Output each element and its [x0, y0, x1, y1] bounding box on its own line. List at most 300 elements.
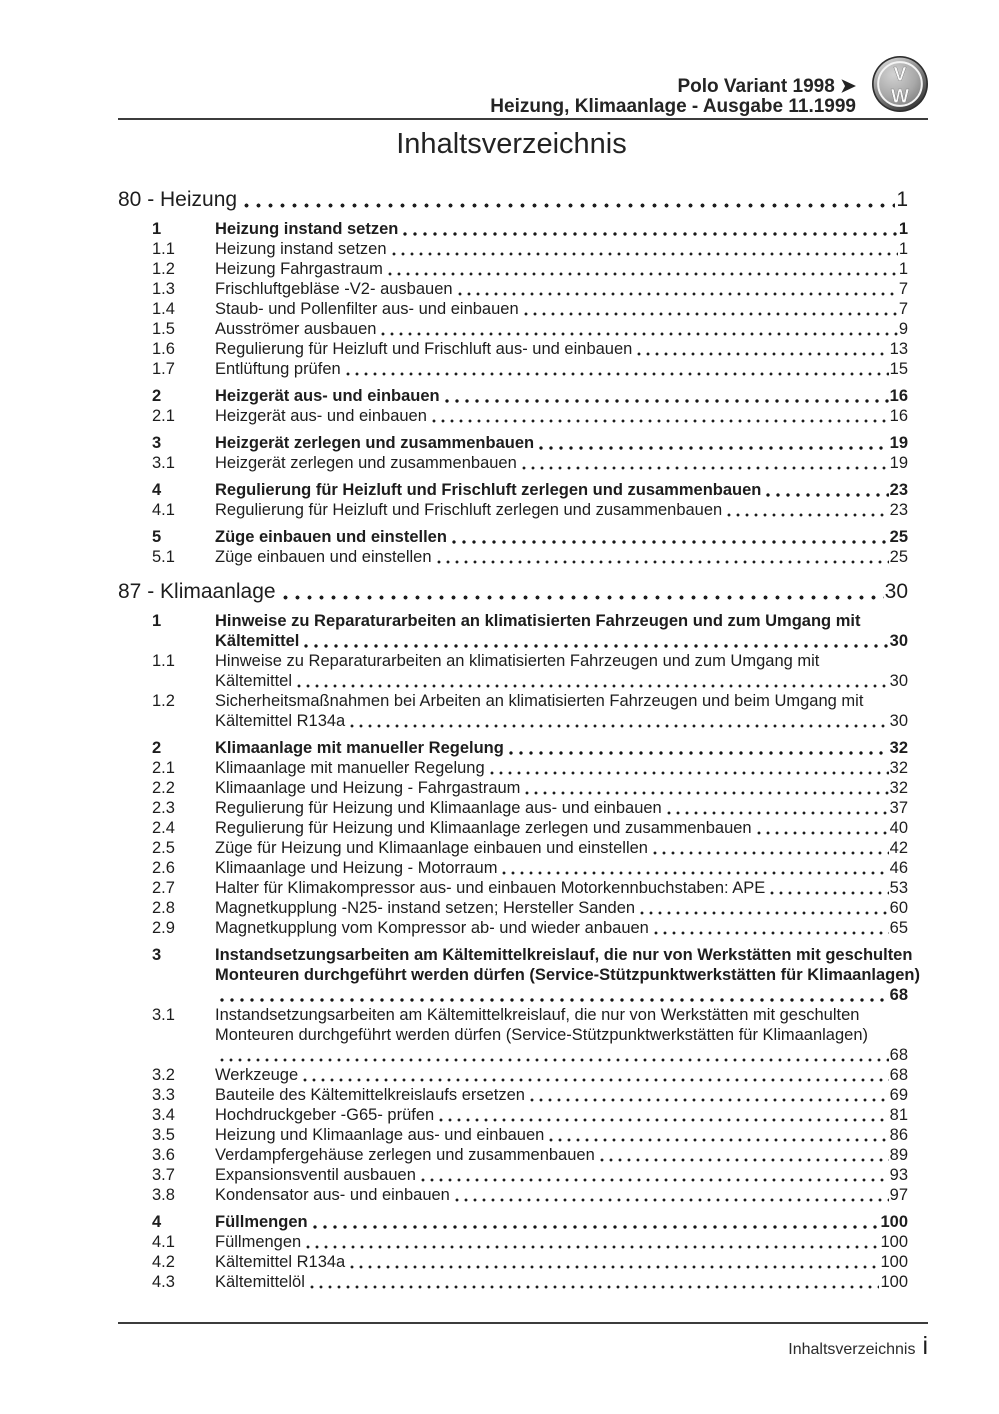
entry-number: 5.1 — [152, 548, 175, 566]
toc-entry — [118, 433, 908, 453]
entry-number: 2.2 — [152, 779, 175, 797]
entry-page-number: 1 — [898, 260, 908, 278]
entry-last-line — [215, 433, 908, 453]
entry-number: 1.4 — [152, 300, 175, 318]
entry-last-line — [215, 299, 908, 319]
entry-title: Klimaanlage mit manueller Regelung — [215, 759, 485, 777]
dot-leader — [437, 560, 889, 564]
entry-page-number: 69 — [889, 1086, 908, 1104]
entry-number: 1.5 — [152, 320, 175, 338]
entry-last-line — [215, 878, 908, 898]
entry-page-number: 53 — [889, 879, 908, 897]
entry-number: 1.7 — [152, 360, 175, 378]
entry-body — [215, 1125, 908, 1145]
entry-page-number: 16 — [889, 387, 908, 405]
entry-title: Heizgerät aus- und einbauen — [215, 407, 427, 425]
entry-body — [215, 1272, 908, 1292]
dot-leader — [346, 372, 889, 376]
entry-number: 2.4 — [152, 819, 175, 837]
chapter-label: 80 - Heizung — [118, 188, 238, 211]
entry-page-number: 93 — [889, 1166, 908, 1184]
toc-entry — [118, 453, 908, 473]
entry-body — [215, 453, 908, 473]
entry-page-number: 30 — [889, 712, 908, 730]
dot-leader — [220, 1058, 889, 1062]
entry-title: Kondensator aus- und einbauen — [215, 1186, 450, 1204]
entry-page-number: 25 — [889, 548, 908, 566]
entry-number: 1.2 — [152, 260, 175, 278]
entry-number: 3.1 — [152, 454, 175, 472]
toc-entry — [118, 279, 908, 299]
toc-entry — [118, 651, 908, 691]
dot-leader — [524, 312, 898, 316]
entry-last-line — [215, 480, 908, 500]
toc — [118, 188, 920, 1292]
toc-entry — [118, 818, 908, 838]
dot-leader — [757, 831, 889, 835]
entry-title: Heizung Fahrgastraum — [215, 260, 383, 278]
entry-last-line — [215, 259, 908, 279]
entry-body — [215, 1232, 908, 1252]
entry-page-number: 46 — [889, 859, 908, 877]
dot-leader — [539, 446, 889, 450]
entry-number: 2.1 — [152, 759, 175, 777]
entry-title: Regulierung für Heizluft und Frischluft aus- und einbauen — [215, 340, 633, 358]
entry-title: Regulierung für Heizluft und Frischluft zerlegen und zusammenbauen — [215, 501, 723, 519]
dot-leader — [432, 419, 889, 423]
entry-title: Züge einbauen und einstellen — [215, 548, 432, 566]
page-header — [118, 56, 928, 120]
dot-leader — [766, 493, 888, 497]
dot-leader — [509, 751, 889, 755]
toc-entry — [118, 858, 908, 878]
entry-number: 4 — [152, 481, 162, 499]
toc-entry — [118, 1125, 908, 1145]
dot-leader — [244, 203, 895, 208]
toc-entry — [118, 339, 908, 359]
entry-page-number: 25 — [889, 528, 908, 546]
dot-leader — [439, 1118, 888, 1122]
entry-number: 3.2 — [152, 1066, 175, 1084]
entry-body — [215, 1145, 908, 1165]
entry-title: Halter für Klimakompressor aus- und einbauen Motorkennbuchstaben: APE — [215, 879, 766, 897]
toc-entry — [118, 259, 908, 279]
page-footer — [118, 1322, 928, 1363]
entry-last-line — [215, 818, 908, 838]
entry-title: Kältemittel R134a — [215, 1253, 346, 1271]
toc-entry — [118, 527, 908, 547]
entry-page-number: 89 — [889, 1146, 908, 1164]
entry-last-line — [215, 359, 908, 379]
entry-number: 3.3 — [152, 1086, 175, 1104]
entry-page-number: 23 — [889, 501, 908, 519]
entry-title: Füllmengen — [215, 1213, 308, 1231]
dot-leader — [313, 1225, 880, 1229]
entry-title: Kältemittel R134a — [215, 712, 346, 730]
entry-title: Heizung instand setzen — [215, 240, 387, 258]
header-model-line: Polo Variant 1998 ➤ — [677, 76, 856, 97]
entry-title: Frischluftgebläse -V2- ausbauen — [215, 280, 453, 298]
dot-leader — [727, 513, 888, 517]
entry-number: 1.1 — [152, 240, 175, 258]
entry-body — [215, 945, 920, 1005]
entry-body — [215, 219, 908, 239]
chapter-label: 87 - Klimaanlage — [118, 580, 276, 603]
entry-number: 2.3 — [152, 799, 175, 817]
entry-title-line: Instandsetzungsarbeiten am Kältemittelkreislauf, die nur von Werkstätten mit geschulten — [215, 1006, 860, 1024]
entry-last-line — [215, 219, 908, 239]
entry-body — [215, 798, 908, 818]
toc-entry — [118, 480, 908, 500]
entry-last-line — [215, 1105, 908, 1125]
entry-page-number: 40 — [889, 819, 908, 837]
toc-entry — [118, 239, 908, 259]
entry-body — [215, 1085, 908, 1105]
entry-page-number: 7 — [898, 300, 908, 318]
dot-leader — [637, 352, 888, 356]
chapter-page-number: 30 — [884, 580, 908, 603]
entry-body — [215, 878, 908, 898]
entry-number: 2.9 — [152, 919, 175, 937]
dot-leader — [303, 1078, 888, 1082]
entry-body — [215, 259, 908, 279]
entry-last-line — [215, 1185, 908, 1205]
dot-leader — [421, 1178, 889, 1182]
entry-number: 2 — [152, 739, 162, 757]
entry-last-line — [215, 738, 908, 758]
toc-entry — [118, 1165, 908, 1185]
dot-leader — [640, 911, 889, 915]
entry-last-line — [215, 1045, 908, 1065]
entry-title: Staub- und Pollenfilter aus- und einbauen — [215, 300, 519, 318]
entry-page-number: 32 — [889, 739, 908, 757]
dot-leader — [306, 1245, 879, 1249]
dot-leader — [381, 332, 897, 336]
entry-page-number: 19 — [889, 434, 908, 452]
toc-entry — [118, 945, 920, 1005]
entry-body — [215, 858, 908, 878]
entry-last-line — [215, 1252, 908, 1272]
entry-body — [215, 738, 908, 758]
entry-number: 2.1 — [152, 407, 175, 425]
entry-page-number: 1 — [898, 220, 908, 238]
entry-number: 4.2 — [152, 1253, 175, 1271]
entry-body — [215, 1252, 908, 1272]
entry-page-number: 13 — [889, 340, 908, 358]
entry-last-line — [215, 798, 908, 818]
toc-entry — [118, 838, 908, 858]
entry-title-line: Monteuren durchgeführt werden dürfen (Service-Stützpunktwerkstätten für Klimaanlagen) — [215, 966, 920, 984]
entry-last-line — [215, 711, 908, 731]
page-title: Inhaltsverzeichnis — [396, 128, 627, 160]
entry-last-line — [215, 778, 908, 798]
dot-leader — [350, 724, 888, 728]
dot-leader — [297, 684, 889, 688]
entry-number: 3.1 — [152, 1006, 175, 1024]
entry-number: 3 — [152, 434, 162, 452]
entry-last-line — [215, 547, 908, 567]
entry-page-number: 19 — [889, 454, 908, 472]
dot-leader — [530, 1098, 889, 1102]
entry-number: 1 — [152, 220, 162, 238]
toc-entry — [118, 878, 908, 898]
svg-text:W: W — [891, 86, 909, 108]
entry-body — [215, 339, 908, 359]
toc-entry — [118, 1145, 908, 1165]
entry-title: Füllmengen — [215, 1233, 302, 1251]
entry-body — [215, 1212, 908, 1232]
toc-entry — [118, 1105, 908, 1125]
dot-leader — [654, 931, 889, 935]
entry-body — [215, 918, 908, 938]
dot-leader — [458, 292, 898, 296]
entry-last-line — [215, 386, 908, 406]
entry-last-line — [215, 838, 908, 858]
entry-last-line — [215, 1272, 908, 1292]
dot-leader — [283, 595, 884, 600]
entry-number: 2.8 — [152, 899, 175, 917]
entry-last-line — [215, 1212, 908, 1232]
entry-page-number: 30 — [889, 672, 908, 690]
entry-last-line — [215, 898, 908, 918]
toc-entry — [118, 1272, 908, 1292]
entry-title: Heizung und Klimaanlage aus- und einbauen — [215, 1126, 545, 1144]
entry-body — [215, 299, 908, 319]
entry-page-number: 7 — [898, 280, 908, 298]
entry-title: Klimaanlage und Heizung - Motorraum — [215, 859, 498, 877]
entry-body — [215, 527, 908, 547]
entry-number: 1 — [152, 612, 162, 630]
entry-last-line — [215, 279, 908, 299]
dot-leader — [600, 1158, 889, 1162]
entry-title-line: Sicherheitsmaßnahmen bei Arbeiten an klimatisierten Fahrzeugen und beim Umgang mit — [215, 692, 864, 710]
entry-number: 1.6 — [152, 340, 175, 358]
entry-page-number: 68 — [889, 1046, 908, 1064]
dot-leader — [455, 1198, 889, 1202]
toc-entry — [118, 1085, 908, 1105]
dot-leader — [220, 998, 889, 1002]
entry-page-number: 68 — [889, 986, 908, 1004]
toc-entry — [118, 798, 908, 818]
entry-number: 4 — [152, 1213, 162, 1231]
entry-title: Hochdruckgeber -G65- prüfen — [215, 1106, 435, 1124]
toc-entry — [118, 406, 908, 426]
entry-last-line — [215, 1232, 908, 1252]
chapter-page-number: 1 — [896, 188, 908, 211]
dot-leader — [392, 252, 898, 256]
entry-title-line: Hinweise zu Reparaturarbeiten an klimatisierten Fahrzeugen und zum Umgang mit — [215, 612, 861, 630]
entry-body — [215, 818, 908, 838]
entry-last-line — [215, 1065, 908, 1085]
entry-title: Heizung instand setzen — [215, 220, 399, 238]
entry-number: 1.3 — [152, 280, 175, 298]
entry-title: Verdampfergehäuse zerlegen und zusammenbauen — [215, 1146, 595, 1164]
entry-body — [215, 547, 908, 567]
toc-entry — [118, 738, 908, 758]
entry-title: Werkzeuge — [215, 1066, 299, 1084]
entry-number: 5 — [152, 528, 162, 546]
toc-entry — [118, 1185, 908, 1205]
entry-number: 3.5 — [152, 1126, 175, 1144]
vw-logo-icon — [872, 56, 928, 112]
entry-last-line — [215, 1165, 908, 1185]
entry-title: Kältemittel — [215, 632, 300, 650]
entry-last-line — [215, 339, 908, 359]
entry-page-number: 60 — [889, 899, 908, 917]
entry-body — [215, 1185, 908, 1205]
entry-title: Regulierung für Heizluft und Frischluft zerlegen und zusammenbauen — [215, 481, 762, 499]
entry-body — [215, 651, 908, 691]
entry-last-line — [215, 1125, 908, 1145]
entry-body — [215, 778, 908, 798]
toc-entry — [118, 758, 908, 778]
entry-page-number: 81 — [889, 1106, 908, 1124]
entry-page-number: 1 — [898, 240, 908, 258]
header-text — [490, 77, 856, 117]
dot-leader — [502, 871, 888, 875]
entry-title-line: Instandsetzungsarbeiten am Kältemittelkreislauf, die nur von Werkstätten mit geschulten — [215, 946, 913, 964]
toc-entry — [118, 918, 908, 938]
toc-entry — [118, 898, 908, 918]
toc-entry — [118, 611, 908, 651]
toc-entry — [118, 1005, 908, 1065]
dot-leader — [310, 1285, 880, 1289]
footer-page-number: i — [922, 1332, 928, 1360]
entry-page-number: 97 — [889, 1186, 908, 1204]
toc-chapter-heading — [118, 188, 908, 212]
dot-leader — [388, 272, 898, 276]
entry-number: 1.1 — [152, 652, 175, 670]
dot-leader — [490, 771, 889, 775]
entry-page-number: 30 — [889, 632, 908, 650]
entry-title: Magnetkupplung vom Kompressor ab- und wieder anbauen — [215, 919, 649, 937]
entry-last-line — [215, 406, 908, 426]
entry-title: Entlüftung prüfen — [215, 360, 341, 378]
entry-number: 4.3 — [152, 1273, 175, 1291]
toc-entry — [118, 1252, 908, 1272]
toc-entry — [118, 359, 908, 379]
entry-number: 3.7 — [152, 1166, 175, 1184]
entry-last-line — [215, 858, 908, 878]
entry-number: 3 — [152, 946, 162, 964]
entry-number: 3.4 — [152, 1106, 175, 1124]
entry-body — [215, 1105, 908, 1125]
entry-page-number: 32 — [889, 759, 908, 777]
entry-title: Klimaanlage mit manueller Regelung — [215, 739, 504, 757]
toc-entry — [118, 1212, 908, 1232]
entry-number: 2.6 — [152, 859, 175, 877]
dot-leader — [667, 811, 889, 815]
entry-last-line — [215, 453, 908, 473]
entry-body — [215, 1165, 908, 1185]
toc-entry — [118, 778, 908, 798]
entry-last-line — [215, 985, 908, 1005]
entry-page-number: 23 — [889, 481, 908, 499]
entry-page-number: 100 — [880, 1213, 908, 1231]
entry-page-number: 9 — [898, 320, 908, 338]
entry-title: Bauteile des Kältemittelkreislaufs ersetzen — [215, 1086, 525, 1104]
entry-body — [215, 500, 908, 520]
dot-leader — [403, 232, 897, 236]
footer-label: Inhaltsverzeichnis — [788, 1341, 916, 1358]
entry-page-number: 37 — [889, 799, 908, 817]
toc-entry — [118, 386, 908, 406]
entry-number: 2 — [152, 387, 162, 405]
entry-body — [215, 433, 908, 453]
dot-leader — [452, 540, 889, 544]
entry-page-number: 32 — [889, 779, 908, 797]
entry-page-number: 65 — [889, 919, 908, 937]
entry-title: Züge für Heizung und Klimaanlage einbauen und einstellen — [215, 839, 648, 857]
entry-body — [215, 898, 908, 918]
entry-page-number: 100 — [880, 1253, 908, 1271]
svg-text:V: V — [893, 64, 907, 86]
entry-page-number: 100 — [880, 1233, 908, 1251]
entry-body — [215, 611, 908, 651]
toc-entry — [118, 1065, 908, 1085]
toc-entry — [118, 1232, 908, 1252]
entry-body — [215, 480, 908, 500]
entry-number: 3.6 — [152, 1146, 175, 1164]
entry-number: 3.8 — [152, 1186, 175, 1204]
entry-body — [215, 1065, 908, 1085]
entry-title: Heizgerät zerlegen und zusammenbauen — [215, 454, 517, 472]
entry-number: 2.7 — [152, 879, 175, 897]
entry-last-line — [215, 671, 908, 691]
entry-last-line — [215, 527, 908, 547]
toc-entry — [118, 500, 908, 520]
entry-body — [215, 838, 908, 858]
entry-number: 1.2 — [152, 692, 175, 710]
entry-last-line — [215, 631, 908, 651]
dot-leader — [653, 851, 889, 855]
toc-entry — [118, 219, 908, 239]
entry-page-number: 42 — [889, 839, 908, 857]
entry-page-number: 86 — [889, 1126, 908, 1144]
footer-text — [118, 1324, 928, 1363]
dot-leader — [350, 1265, 879, 1269]
entry-page-number: 16 — [889, 407, 908, 425]
toc-entry — [118, 691, 908, 731]
entry-title: Kältemittel — [215, 672, 293, 690]
entry-last-line — [215, 918, 908, 938]
entry-title-line: Hinweise zu Reparaturarbeiten an klimatisierten Fahrzeugen und zum Umgang mit — [215, 652, 820, 670]
entry-title: Ausströmer ausbauen — [215, 320, 377, 338]
entry-last-line — [215, 319, 908, 339]
entry-body — [215, 386, 908, 406]
entry-body — [215, 691, 908, 731]
entry-last-line — [215, 1085, 908, 1105]
entry-page-number: 68 — [889, 1066, 908, 1084]
entry-title: Züge einbauen und einstellen — [215, 528, 447, 546]
dot-leader — [525, 791, 888, 795]
dot-leader — [445, 399, 889, 403]
dot-leader — [770, 891, 888, 895]
dot-leader — [549, 1138, 888, 1142]
toc-chapter-heading — [118, 580, 908, 604]
entry-body — [215, 758, 908, 778]
entry-last-line — [215, 1145, 908, 1165]
entry-title: Regulierung für Heizung und Klimaanlage aus- und einbauen — [215, 799, 662, 817]
entry-last-line — [215, 500, 908, 520]
dot-leader — [522, 466, 889, 470]
entry-page-number: 15 — [889, 360, 908, 378]
entry-body — [215, 319, 908, 339]
entry-title-line: Monteuren durchgeführt werden dürfen (Service-Stützpunktwerkstätten für Klimaanlagen) — [215, 1026, 869, 1044]
entry-last-line — [215, 758, 908, 778]
toc-entry — [118, 299, 908, 319]
entry-body — [215, 359, 908, 379]
